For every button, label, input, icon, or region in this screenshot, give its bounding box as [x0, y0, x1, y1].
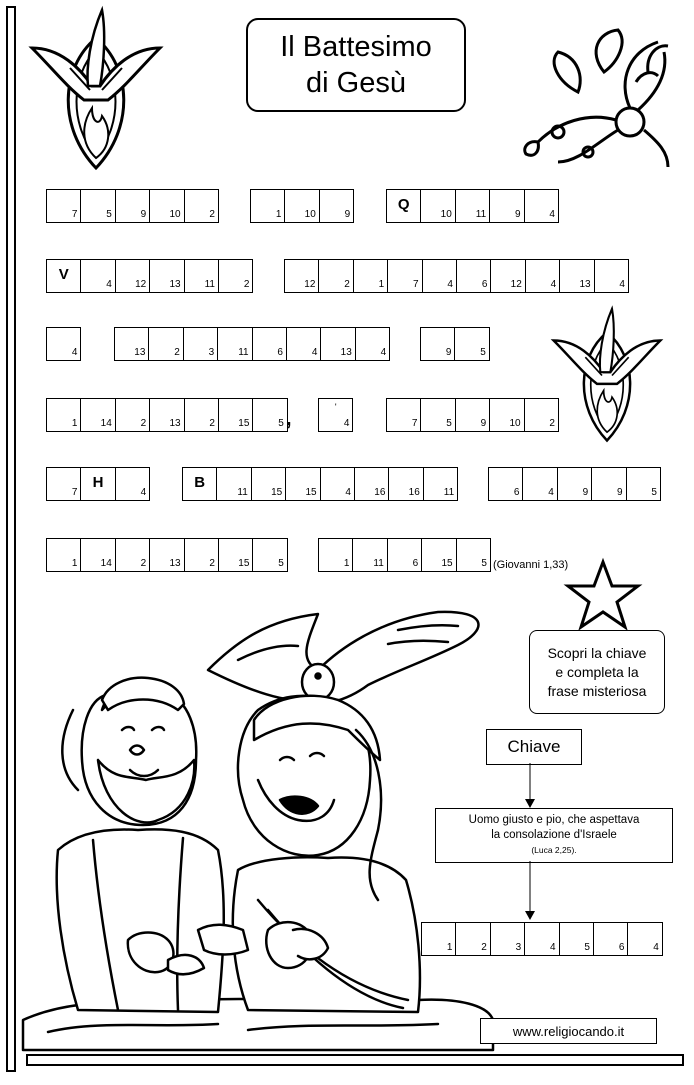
puzzle-cell: [149, 538, 184, 572]
puzzle-cell: [286, 327, 321, 361]
puzzle-cell-number: 2: [140, 558, 147, 569]
puzzle-cell: [318, 259, 353, 293]
puzzle-cell: [490, 259, 525, 293]
puzzle-cell: [46, 398, 81, 432]
baptism-scene-illustration: [18, 600, 498, 1050]
puzzle-cell-number: 4: [619, 279, 625, 290]
puzzle-cell: [285, 467, 320, 501]
puzzle-cell-number: 11: [204, 279, 215, 290]
key-cell-number: 3: [515, 942, 522, 953]
puzzle-cell: [183, 327, 218, 361]
star-icon: [566, 560, 640, 630]
puzzle-cell: [594, 259, 629, 293]
page-frame-bottom: [26, 1054, 684, 1066]
puzzle-cell-number: 11: [373, 558, 384, 569]
puzzle-cell: [46, 467, 81, 501]
puzzle-cell-number: 15: [238, 558, 250, 569]
key-cell-number: 4: [653, 942, 659, 953]
clue-line-2: la consolazione d'Israele: [491, 829, 617, 841]
puzzle-cell-apostrophe: ': [334, 402, 337, 412]
key-cell-number: 6: [618, 942, 625, 953]
puzzle-cell-number: 11: [237, 487, 248, 498]
puzzle-cell: [456, 538, 491, 572]
puzzle-cell-number: 7: [71, 487, 78, 498]
key-cell-number: 5: [584, 942, 590, 953]
puzzle-cell: [251, 467, 286, 501]
puzzle-cell-number: 13: [340, 347, 352, 358]
clue-line-1: Uomo giusto e pio, che aspettava: [468, 814, 640, 826]
puzzle-cell: [420, 327, 455, 361]
dove-flame-emblem-right: [552, 298, 662, 458]
puzzle-cell: [184, 259, 219, 293]
puzzle-cell-number: 15: [305, 487, 317, 498]
puzzle-cell-number: 4: [345, 487, 351, 498]
puzzle-cell-number: 4: [548, 487, 554, 498]
instructions-line-1: Scopri la chiave: [547, 644, 647, 661]
puzzle-cell-number: 15: [441, 558, 453, 569]
puzzle-cell: [423, 467, 458, 501]
key-cell-number: 2: [481, 942, 487, 953]
puzzle-cell: [524, 189, 559, 223]
puzzle-cell-number: 12: [135, 279, 147, 290]
puzzle-cell: [525, 259, 560, 293]
puzzle-cell: [353, 259, 388, 293]
puzzle-cell: [320, 327, 355, 361]
puzzle-cell-number: 5: [481, 558, 487, 569]
puzzle-cell-number: 4: [106, 279, 112, 290]
puzzle-cell-number: 11: [238, 347, 249, 358]
puzzle-cell-number: 13: [169, 418, 181, 429]
arrow-down-icon: [524, 763, 536, 809]
puzzle-cell-number: 16: [408, 487, 420, 498]
puzzle-cell-number: 4: [549, 209, 555, 220]
puzzle-cell: [149, 398, 184, 432]
puzzle-cell-number: 9: [617, 487, 623, 498]
puzzle-cell-number: 14: [100, 418, 112, 429]
page-frame-left: [6, 6, 16, 1072]
puzzle-cell-number: 7: [413, 279, 419, 290]
puzzle-cell: [46, 259, 81, 293]
puzzle-cell-number: 1: [71, 418, 78, 429]
website-url: www.religiocando.it: [512, 1023, 625, 1039]
key-cell: [559, 922, 594, 956]
puzzle-cell: [252, 538, 287, 572]
puzzle-cell: [559, 259, 594, 293]
puzzle-cell-number: 6: [412, 558, 419, 569]
puzzle-cell-number: 5: [651, 487, 657, 498]
puzzle-cell: [46, 189, 81, 223]
puzzle-cell: [284, 189, 319, 223]
floral-ornament: [518, 12, 674, 172]
puzzle-cell-number: 3: [208, 347, 215, 358]
puzzle-cell: [318, 398, 353, 432]
puzzle-cell-number: 10: [169, 209, 181, 220]
puzzle-cell: [454, 327, 489, 361]
puzzle-cell: [149, 259, 184, 293]
puzzle-cell-number: 15: [238, 418, 250, 429]
puzzle-cell: [386, 398, 421, 432]
puzzle-cell: [422, 259, 457, 293]
puzzle-cell: [455, 398, 490, 432]
puzzle-cell-number: 7: [411, 418, 418, 429]
comma-mark: ,: [286, 408, 292, 430]
puzzle-cell: [420, 398, 455, 432]
puzzle-cell: [115, 259, 150, 293]
puzzle-cell-number: 2: [344, 279, 350, 290]
puzzle-cell-number: 14: [100, 558, 112, 569]
puzzle-cell: [217, 327, 252, 361]
puzzle-cell-number: 2: [209, 558, 215, 569]
key-cell-number: 1: [446, 942, 453, 953]
puzzle-cell-number: 10: [509, 418, 521, 429]
puzzle-cell: [80, 538, 115, 572]
puzzle-cell: [319, 189, 354, 223]
puzzle-cell-number: 4: [380, 347, 387, 358]
puzzle-cell-number: 5: [106, 209, 112, 220]
puzzle-cell: [218, 398, 253, 432]
puzzle-cell-letter: V: [58, 266, 69, 283]
puzzle-cell-number: 5: [446, 418, 452, 429]
puzzle-cell: [354, 467, 389, 501]
puzzle-cell: [46, 327, 81, 361]
puzzle-cell-number: 16: [374, 487, 386, 498]
puzzle-cell-number: 5: [278, 418, 284, 429]
puzzle-cell: [456, 259, 491, 293]
puzzle-cell-number: 10: [440, 209, 452, 220]
title-line-2: di Gesù: [306, 67, 406, 99]
puzzle-cell-number: 2: [209, 209, 215, 220]
puzzle-cell-letter: Q: [397, 196, 410, 213]
puzzle-cell-number: 5: [480, 347, 486, 358]
puzzle-cell-number: 15: [271, 487, 283, 498]
bible-reference: (Giovanni 1,33): [493, 559, 569, 571]
key-label-box: [486, 729, 582, 765]
puzzle-cell: [80, 189, 115, 223]
puzzle-cell-number: 13: [169, 558, 181, 569]
key-cell: [593, 922, 628, 956]
puzzle-cell-number: 2: [209, 418, 215, 429]
puzzle-cell-number: 12: [510, 279, 522, 290]
instructions-line-3: frase misteriosa: [547, 682, 647, 699]
puzzle-cell: [387, 259, 422, 293]
puzzle-cell: [522, 467, 557, 501]
puzzle-cell-number: 9: [515, 209, 521, 220]
puzzle-cell: [115, 538, 150, 572]
puzzle-cell: [524, 398, 559, 432]
dove-flame-emblem-top: [30, 8, 162, 178]
puzzle-cell: [352, 538, 387, 572]
puzzle-cell: [115, 467, 150, 501]
puzzle-cell: [149, 189, 184, 223]
instructions-line-2: e completa la: [555, 663, 639, 680]
puzzle-cell-number: 13: [579, 279, 591, 290]
puzzle-cell-letter: H: [92, 474, 104, 491]
puzzle-cell: [216, 467, 251, 501]
puzzle-cell-number: 9: [480, 418, 487, 429]
puzzle-cell: [455, 189, 490, 223]
puzzle-cell: [148, 327, 183, 361]
puzzle-cell-number: 13: [169, 279, 181, 290]
puzzle-cell: [591, 467, 626, 501]
puzzle-cell: [252, 398, 287, 432]
puzzle-cell-number: 10: [304, 209, 316, 220]
puzzle-cell: [115, 398, 150, 432]
puzzle-cell-number: 2: [140, 418, 147, 429]
puzzle-cell: [182, 467, 217, 501]
puzzle-cell-number: 7: [71, 209, 78, 220]
puzzle-cell-number: 11: [475, 209, 487, 220]
puzzle-cell: [252, 327, 287, 361]
puzzle-cell: [80, 398, 115, 432]
puzzle-cell-number: 9: [140, 209, 147, 220]
puzzle-cell-number: 4: [71, 347, 78, 358]
puzzle-cell-number: 2: [174, 347, 180, 358]
puzzle-cell-number: 4: [343, 418, 350, 429]
puzzle-cell: [420, 189, 455, 223]
puzzle-cell: [318, 538, 353, 572]
puzzle-cell-number: 2: [549, 418, 555, 429]
puzzle-cell: [218, 259, 253, 293]
puzzle-cell: [115, 189, 150, 223]
puzzle-cell-number: 6: [277, 347, 283, 358]
clue-reference: (Luca 2,25).: [531, 845, 577, 855]
website-label-box: [480, 1018, 657, 1044]
puzzle-cell-number: 2: [243, 279, 250, 290]
puzzle-cell-number: 5: [278, 558, 284, 569]
puzzle-cell-number: 11: [443, 487, 455, 498]
puzzle-cell-number: 9: [344, 209, 351, 220]
key-cell-number: 4: [550, 942, 556, 953]
puzzle-cell-letter: B: [194, 474, 206, 491]
puzzle-cell: [488, 467, 523, 501]
puzzle-cell: [489, 398, 524, 432]
puzzle-cell: [184, 538, 219, 572]
puzzle-cell: [80, 467, 115, 501]
puzzle-cell-number: 4: [311, 347, 318, 358]
puzzle-cell: [114, 327, 149, 361]
puzzle-cell: [46, 538, 81, 572]
puzzle-cell: [421, 538, 456, 572]
key-label: Chiave: [507, 737, 561, 756]
puzzle-cell: [626, 467, 661, 501]
puzzle-cell-number: 4: [550, 279, 557, 290]
puzzle-cell-number: 12: [304, 279, 316, 290]
key-cell: [627, 922, 662, 956]
puzzle-cell-number: 4: [140, 487, 147, 498]
puzzle-cell-number: 1: [275, 209, 282, 220]
puzzle-cell: [184, 189, 219, 223]
key-cell: [524, 922, 559, 956]
puzzle-cell-number: 1: [71, 558, 78, 569]
puzzle-cell: [557, 467, 592, 501]
puzzle-cell: [320, 467, 355, 501]
title-box: [246, 18, 466, 112]
puzzle-cell-number: 13: [134, 347, 146, 358]
puzzle-cell: [184, 398, 219, 432]
puzzle-cell: [218, 538, 253, 572]
puzzle-cell: [387, 538, 422, 572]
puzzle-cell: [388, 467, 423, 501]
puzzle-cell: [355, 327, 390, 361]
puzzle-cell: [250, 189, 285, 223]
puzzle-cell-number: 6: [481, 279, 488, 290]
puzzle-cell-number: 9: [445, 347, 452, 358]
puzzle-cell: [284, 259, 319, 293]
puzzle-cell: [489, 189, 524, 223]
puzzle-cell: [386, 189, 421, 223]
puzzle-cell-number: 1: [378, 279, 385, 290]
puzzle-cell: [80, 259, 115, 293]
title-line-1: Il Battesimo: [280, 31, 432, 63]
arrow-down-icon: [524, 861, 536, 921]
puzzle-cell-number: 4: [447, 279, 453, 290]
puzzle-cell-number: 1: [343, 558, 350, 569]
instructions-box: [529, 630, 665, 714]
puzzle-cell-number: 6: [513, 487, 520, 498]
puzzle-cell-number: 9: [582, 487, 589, 498]
